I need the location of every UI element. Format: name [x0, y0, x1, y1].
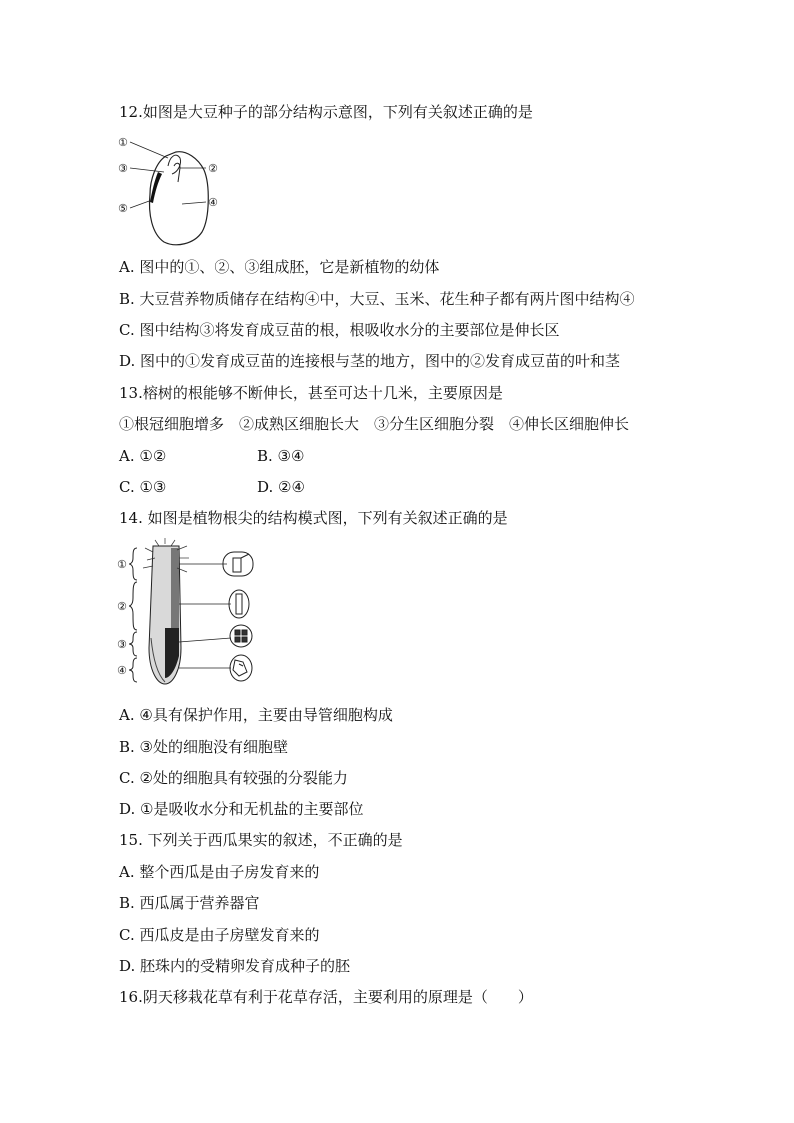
- root-hair-cell-callout: [223, 552, 253, 576]
- brace-1: [129, 548, 137, 580]
- q12-option-d: D. 图中的①发育成豆苗的连接根与茎的地方，图中的②发育成豆苗的叶和茎: [119, 352, 621, 370]
- q12-option-b: B. 大豆营养物质储存在结构④中，大豆、玉米、花生种子都有两片图中结构④: [119, 290, 635, 308]
- q13-option-d: D. ②④: [257, 478, 305, 496]
- radicle-dark-part: [150, 172, 162, 203]
- fig12-label-1: ①: [118, 136, 128, 149]
- q12-option-c: C. 图中结构③将发育成豆苗的根，根吸收水分的主要部位是伸长区: [119, 321, 560, 339]
- q15-option-b: B. 西瓜属于营养器官: [119, 894, 260, 912]
- q12-option-a: A. 图中的①、②、③组成胚，它是新植物的幼体: [119, 258, 440, 276]
- brace-4: [129, 658, 137, 682]
- fig14-label-1: ①: [117, 558, 127, 571]
- soybean-seed-figure: [114, 132, 234, 248]
- root-cap-cell-callout: [230, 655, 252, 681]
- fig14-label-4: ④: [117, 664, 127, 677]
- q14-option-d: D. ①是吸收水分和无机盐的主要部位: [119, 800, 364, 818]
- fig14-label-3: ③: [117, 638, 127, 651]
- q15-stem: 15. 下列关于西瓜果实的叙述，不正确的是: [119, 831, 403, 849]
- elongation-cell-callout: [229, 590, 249, 618]
- q14-option-b: B. ③处的细胞没有细胞壁: [119, 738, 289, 756]
- q13-option-a: A. ①②: [119, 447, 167, 465]
- q12-stem: 12.如图是大豆种子的部分结构示意图，下列有关叙述正确的是: [119, 103, 533, 121]
- fig12-label-5: ⑤: [118, 202, 128, 215]
- q16-stem: 16.阴天移栽花草有利于花草存活，主要利用的原理是（ ）: [119, 988, 533, 1006]
- q14-stem: 14. 如图是植物根尖的结构模式图，下列有关叙述正确的是: [119, 509, 508, 527]
- brace-3: [129, 632, 137, 656]
- q13-items: ①根冠细胞增多 ②成熟区细胞长大 ③分生区细胞分裂 ④伸长区细胞伸长: [119, 415, 630, 433]
- q15-option-a: A. 整个西瓜是由子房发育来的: [119, 863, 320, 881]
- q15-option-c: C. 西瓜皮是由子房壁发育来的: [119, 926, 320, 944]
- brace-2: [129, 582, 137, 630]
- fig14-label-2: ②: [117, 600, 127, 613]
- q13-option-b: B. ③④: [257, 447, 305, 465]
- q13-stem: 13.榕树的根能够不断伸长，甚至可达十几米，主要原因是: [119, 384, 503, 402]
- q14-option-a: A. ④具有保护作用，主要由导管细胞构成: [119, 706, 393, 724]
- q13-option-c: C. ①③: [119, 478, 167, 496]
- fig12-label-3: ③: [118, 162, 128, 175]
- q14-option-c: C. ②处的细胞具有较强的分裂能力: [119, 769, 348, 787]
- root-tip-figure: [115, 538, 265, 690]
- fig12-label-4: ④: [208, 196, 218, 209]
- q15-option-d: D. 胚珠内的受精卵发育成种子的胚: [119, 957, 351, 975]
- fig12-label-2: ②: [208, 162, 218, 175]
- meristem-cell-callout: [230, 625, 252, 647]
- seed-coat-outline: [150, 152, 209, 245]
